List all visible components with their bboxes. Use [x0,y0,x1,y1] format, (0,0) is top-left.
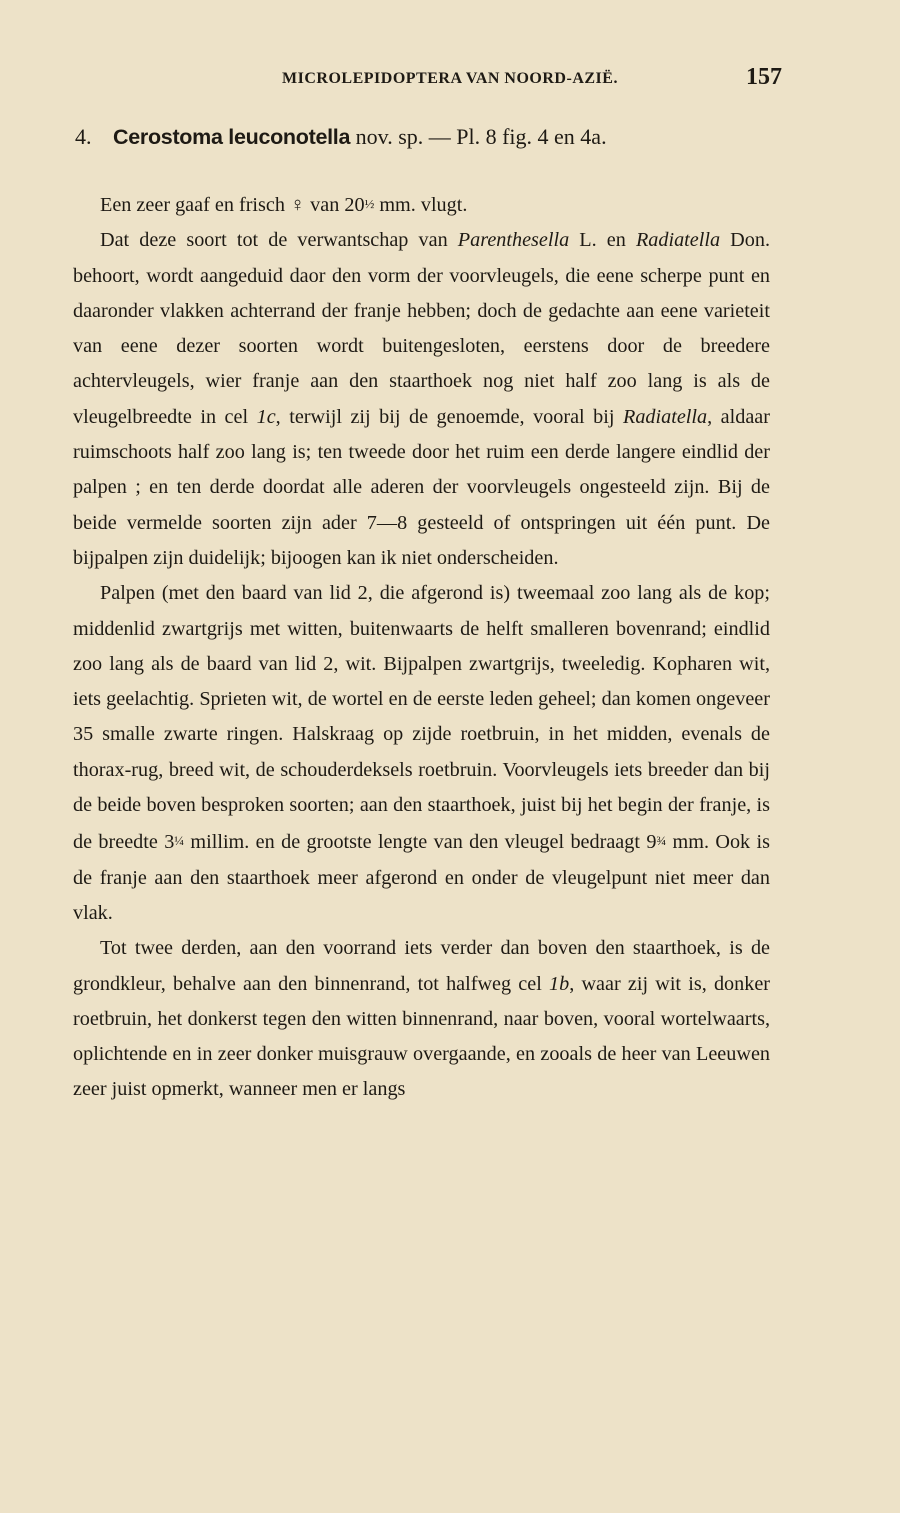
paragraph-4 [73,931,770,1107]
text-run: Dat deze soort tot de verwantschap van [100,229,458,252]
running-head [0,62,900,92]
text-run: mm. Ook is de franje aan den staarthoek meer afgerond en onder de vleugelpunt niet meer dan vlak. [73,831,770,924]
text-run: Palpen (met den baard van lid 2, die afgerond is) tweemaal zoo lang als de kop; middenlid zwartgrijs met witten, buitenwaarts de helft smalleren bovenrand; eindlid zoo lang als de baard van lid 2, wit. Bijpalpen zwartgrijs, tweeledig. Kopharen wit, iets geelachtig. Sprieten wit, de wortel en de eerste leden geheel; dan komen ongeveer 35 smalle zwarte ringen. Halskraag op zijde roetbruin, in het midden, evenals de thorax-rug, breed wit, de schouderdeksels roetbruin. Voorvleugels iets breeder dan bij de beide boven besproken soorten; aan den staarthoek, juist bij het begin der franje, is de breedte 3 [73,582,770,854]
paragraph-3 [73,576,770,931]
fraction: ¾ [656,833,667,849]
species-name: Cerostoma leuconotella [113,125,351,149]
text-run: , terwijl zij bij de genoemde, vooral bij [275,405,623,428]
text-run: Tot twee derden, aan den voorrand iets verder dan boven den staarthoek, is de grondkleur, behalve aan den binnenrand, tot halfweg cel [73,937,770,995]
text-run: L. en [569,229,636,252]
species-heading [75,124,607,150]
running-head-title: MICROLEPIDOPTERA VAN NOORD-AZIË. [282,70,618,87]
italic-term: Radiatella [623,405,708,428]
italic-term: 1b [549,972,570,995]
fraction: ½ [364,196,375,211]
body-text [73,186,770,1108]
species-number: 4. [75,124,92,149]
text-run: millim. en de grootste lengte van den vleugel bedraagt 9 [184,831,657,854]
italic-term: 1c [256,405,276,428]
paragraph-1 [73,186,770,223]
italic-term: Radiatella [635,229,721,252]
text-run: Een zeer gaaf en frisch ♀ van 20 [100,194,365,216]
page-number: 157 [746,64,782,90]
text-run: mm. vlugt. [374,194,468,216]
italic-term: Parenthesella [457,229,570,252]
paragraph-2 [73,223,770,576]
text-run: , aldaar ruimschoots half zoo lang is; ten tweede door het ruim een derde langere eindlid der palpen ; en ten derde doordat alle aderen der voorvleugels ongesteeld zijn. Bij de beide vermelde soorten zijn ader 7—8 gesteeld of ontspringen uit één punt. De bijpalpen zijn duidelijk; bijoogen kan ik niet onderscheiden. [73,405,770,569]
species-reference: nov. sp. — Pl. 8 fig. 4 en 4a. [355,124,607,149]
text-run: Don. behoort, wordt aangeduid daor den vorm der voorvleugels, die eene scherpe punt en daaronder vlakken achterrand der franje hebben; doch de gedachte aan eene varieteit van eene dezer soorten wordt buitengesloten, eerstens door de breedere achtervleugels, wier franje aan den staarthoek nog niet half zoo lang is als de vleugelbreedte in cel [73,229,770,428]
text-run: , waar zij wit is, donker roetbruin, het donkerst tegen den witten binnenrand, naar boven, vooral wortelwaarts, oplichtende en in zeer donker muisgrauw overgaande, en zooals de heer van Leeuwen zeer juist opmerkt, wanneer men er langs [73,972,771,1101]
fraction: ¼ [174,833,185,849]
